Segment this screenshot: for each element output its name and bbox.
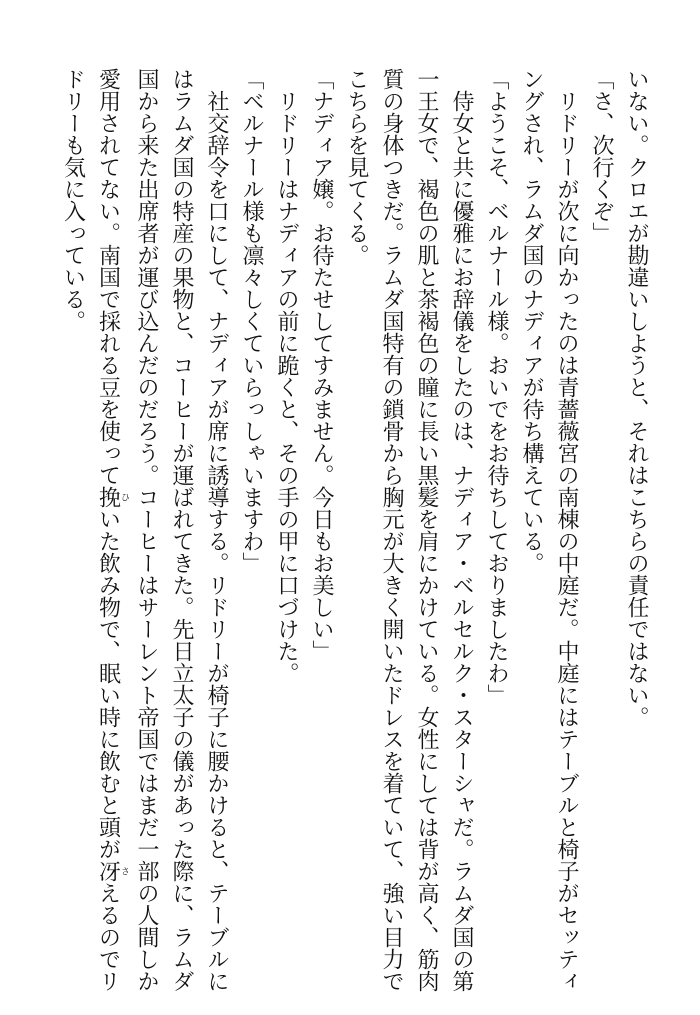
text-line-12: 「ベルナール様も凛々しくていらっしゃいますわ」 bbox=[239, 68, 264, 574]
line16-between-ruby: いた飲み物で、眠い時に飲むと頭が bbox=[95, 508, 121, 860]
text-line-4: ングされ、ラムダ国のナディアが待ち構えている。 bbox=[519, 68, 544, 574]
text-line-9: こちらを見てくる。 bbox=[344, 68, 369, 266]
text-line-15: 国から来た出席者が運び込んだのだろう。コーヒーはサーレント帝国ではまだ一部の人間しか bbox=[134, 68, 159, 992]
ruby-saeru bbox=[95, 860, 129, 882]
text-line-13: 社交辞令を口にして、ナディアが席に誘導する。リドリーが椅子に腰かけると、テーブルに bbox=[204, 90, 229, 992]
ruby-hiku-reading: ひ bbox=[119, 486, 129, 508]
ruby-hiku-base: 挽 bbox=[95, 486, 121, 508]
text-line-11: リドリーはナディアの前に跪くと、その手の甲に口づけた。 bbox=[274, 90, 299, 684]
text-line-7: 一王女で、褐色の肌と茶褐色の瞳に長い黒髪を肩にかけている。女性にしては背が高く、筋肉 bbox=[414, 68, 439, 992]
text-line-16 bbox=[91, 68, 130, 992]
line16-before-ruby: 愛用されてない。南国で採れる豆を使って bbox=[95, 68, 121, 486]
text-line-2: 「さ、次行くぞ」 bbox=[589, 68, 614, 244]
text-line-17: ドリーも気に入っている。 bbox=[60, 68, 86, 332]
text-line-6: 侍女と共に優雅にお辞儀をしたのは、ナディア・ベルセルク・スターシャだ。ラムダ国の第 bbox=[449, 90, 474, 992]
text-line-1: いない。クロエが勘違いしようと、それはこちらの責任ではない。 bbox=[624, 68, 649, 728]
text-line-3: リドリーが次に向かったのは青薔薇宮の南棟の中庭だ。中庭にはテーブルと椅子がセッティ bbox=[554, 90, 579, 992]
vertical-text-page bbox=[14, 68, 654, 992]
line16-after-ruby: えるのでリ bbox=[95, 882, 121, 992]
text-line-5: 「ようこそ、ベルナール様。おいでをお待ちしておりましたわ」 bbox=[484, 68, 509, 706]
text-line-8: 質の身体つきだ。ラムダ国特有の鎖骨から胸元が大きく開いたドレスを着ていて、強い目力で bbox=[379, 68, 404, 992]
ruby-saeru-base: 冴 bbox=[95, 860, 121, 882]
text-line-14: はラムダ国の特産の果物と、コーヒーが運ばれてきた。先日立太子の儀があった際に、ラムダ bbox=[169, 68, 194, 992]
ruby-saeru-reading: さ bbox=[119, 860, 129, 882]
text-line-10: 「ナディア嬢。お待たせしてすみません。今日もお美しい」 bbox=[309, 68, 334, 662]
ruby-hiku bbox=[95, 486, 129, 508]
